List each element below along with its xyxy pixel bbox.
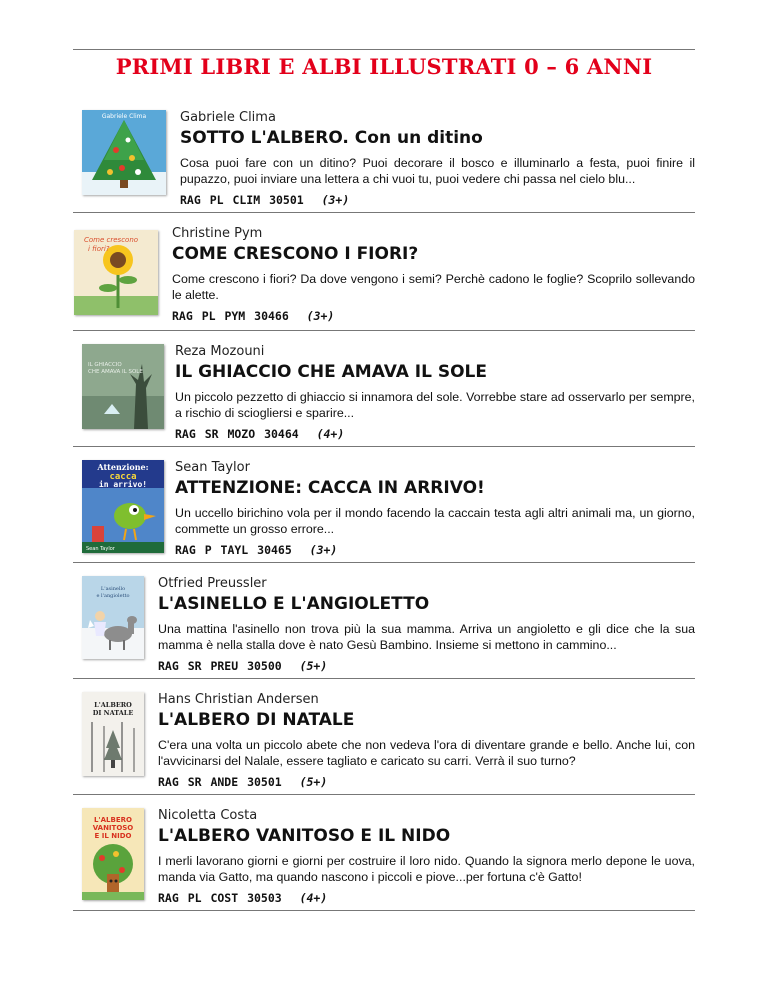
entry-divider [73, 910, 695, 911]
winter-tree-cover-image [82, 692, 144, 776]
shelf-code-value: RAG SR PREU 30500 [158, 659, 282, 673]
svg-text:i fiori?: i fiori? [88, 245, 110, 253]
book-author: Nicoletta Costa [158, 808, 258, 823]
entry-divider [73, 562, 695, 563]
cover-line-3: E IL NIDO [94, 832, 132, 840]
book-title: L'ASINELLO E L'ANGIOLETTO [158, 594, 430, 614]
book-cover [82, 808, 144, 900]
shelf-code [158, 775, 695, 789]
shelf-code [175, 427, 695, 441]
entry-divider [73, 330, 695, 331]
book-author: Otfried Preussler [158, 576, 267, 591]
book-title: L'ALBERO DI NATALE [158, 710, 355, 730]
book-author: Christine Pym [172, 226, 263, 241]
page-title: PRIMI LIBRI E ALBI ILLUSTRATI 0 – 6 ANNI [115, 54, 653, 79]
age-range: (4+) [299, 891, 328, 905]
cover-line-2: DI NATALE [92, 709, 134, 717]
age-range: (4+) [316, 427, 345, 441]
shelf-code [175, 543, 695, 557]
cover-line-1: Attenzione: [97, 462, 149, 472]
age-range: (5+) [299, 775, 328, 789]
svg-text:CHE AMAVA IL SOLE: CHE AMAVA IL SOLE [88, 369, 143, 375]
book-author: Reza Mozouni [175, 344, 265, 359]
shelf-code [158, 891, 695, 905]
cover-line-2: cacca [109, 472, 137, 482]
christmas-tree-cover-image [82, 110, 166, 195]
cover-line-2: VANITOSO [92, 824, 134, 832]
book-description: Come crescono i fiori? Da dove vengono i semi? Perchè cadono le foglie? Scoprilo sollevando le alette. [172, 272, 695, 302]
book-cover [82, 344, 164, 429]
book-cover [82, 692, 144, 776]
book-author: Hans Christian Andersen [158, 692, 319, 707]
age-range: (3+) [321, 193, 350, 207]
book-title: L'ALBERO VANITOSO E IL NIDO [158, 826, 451, 846]
book-title: COME CRESCONO I FIORI? [172, 244, 419, 264]
entry-divider [73, 794, 695, 795]
age-range: (3+) [306, 309, 335, 323]
shelf-code-value: RAG SR ANDE 30501 [158, 775, 282, 789]
book-cover [82, 110, 166, 195]
shelf-code [158, 659, 695, 673]
book-author: Gabriele Clima [180, 110, 276, 125]
vain-tree-cover-image [82, 808, 144, 900]
donkey-cover-image [82, 576, 144, 659]
svg-text:Come crescono: Come crescono [84, 236, 139, 244]
entry-divider [73, 212, 695, 213]
book-description: Una mattina l'asinello non trova più la sua mamma. Arriva un angioletto e gli dice che la sua mamma è nella stalla dove è nato Gesù Bambino. Insieme si mettono in cammino... [158, 622, 695, 652]
entry-divider [73, 446, 695, 447]
shelf-code-value: RAG PL CLIM 30501 [180, 193, 304, 207]
book-cover [82, 576, 144, 659]
entry-divider [73, 678, 695, 679]
cover-footer: Sean Taylor [86, 546, 115, 552]
cover-line-1: L'ALBERO [94, 816, 132, 824]
ice-cover-image [82, 344, 164, 429]
book-description: Cosa puoi fare con un ditino? Puoi decorare il bosco e illuminarlo a festa, puoi finire il pupazzo, puoi inviare una lettera a chi vuoi tu, puoi vedere chi passa nel cielo blu... [180, 156, 695, 186]
cover-line-1: L'ALBERO [94, 701, 132, 709]
bird-cover-image [82, 460, 164, 553]
age-range: (5+) [299, 659, 328, 673]
top-rule [73, 49, 695, 50]
book-title: IL GHIACCIO CHE AMAVA IL SOLE [175, 362, 487, 382]
shelf-code [180, 193, 695, 207]
book-author: Sean Taylor [175, 460, 250, 475]
sunflower-cover-image [74, 230, 158, 315]
book-title: SOTTO L'ALBERO. Con un ditino [180, 128, 483, 148]
shelf-code [172, 309, 695, 323]
book-cover [74, 230, 158, 315]
book-description: I merli lavorano giorni e giorni per costruire il loro nido. Quando la signora merlo depone le uova, manda via Gatto, ma quando nascono i piccoli e piove...per fortuna c'è Gatto! [158, 854, 695, 884]
shelf-code-value: RAG PL PYM 30466 [172, 309, 289, 323]
shelf-code-value: RAG P TAYL 30465 [175, 543, 292, 557]
svg-text:IL GHIACCIO: IL GHIACCIO [88, 362, 122, 368]
svg-text:L'asinello: L'asinello [100, 586, 126, 592]
shelf-code-value: RAG SR MOZO 30464 [175, 427, 299, 441]
book-description: Un piccolo pezzetto di ghiaccio si innamora del sole. Vorrebbe stare ad osservarlo per sempre, a rischio di sciogliersi e sparire... [175, 390, 695, 420]
cover-line-3: in arrivo! [98, 480, 148, 489]
svg-text:e l'angioletto: e l'angioletto [96, 593, 130, 599]
shelf-code-value: RAG PL COST 30503 [158, 891, 282, 905]
book-description: C'era una volta un piccolo abete che non vedeva l'ora di diventare grande e bello. Anche lui, con l'avvicinarsi del Nalale, essere tagliato e caricato su carri. Verrà il suo turno? [158, 738, 695, 768]
age-range: (3+) [309, 543, 338, 557]
book-title: ATTENZIONE: CACCA IN ARRIVO! [175, 478, 485, 498]
book-description: Un uccello birichino vola per il mondo facendo la caccain testa agli altri animali ma, un giorno, commette un grosso errore... [175, 506, 695, 536]
book-cover [82, 460, 164, 553]
svg-text:Gabriele Clima: Gabriele Clima [101, 113, 147, 120]
